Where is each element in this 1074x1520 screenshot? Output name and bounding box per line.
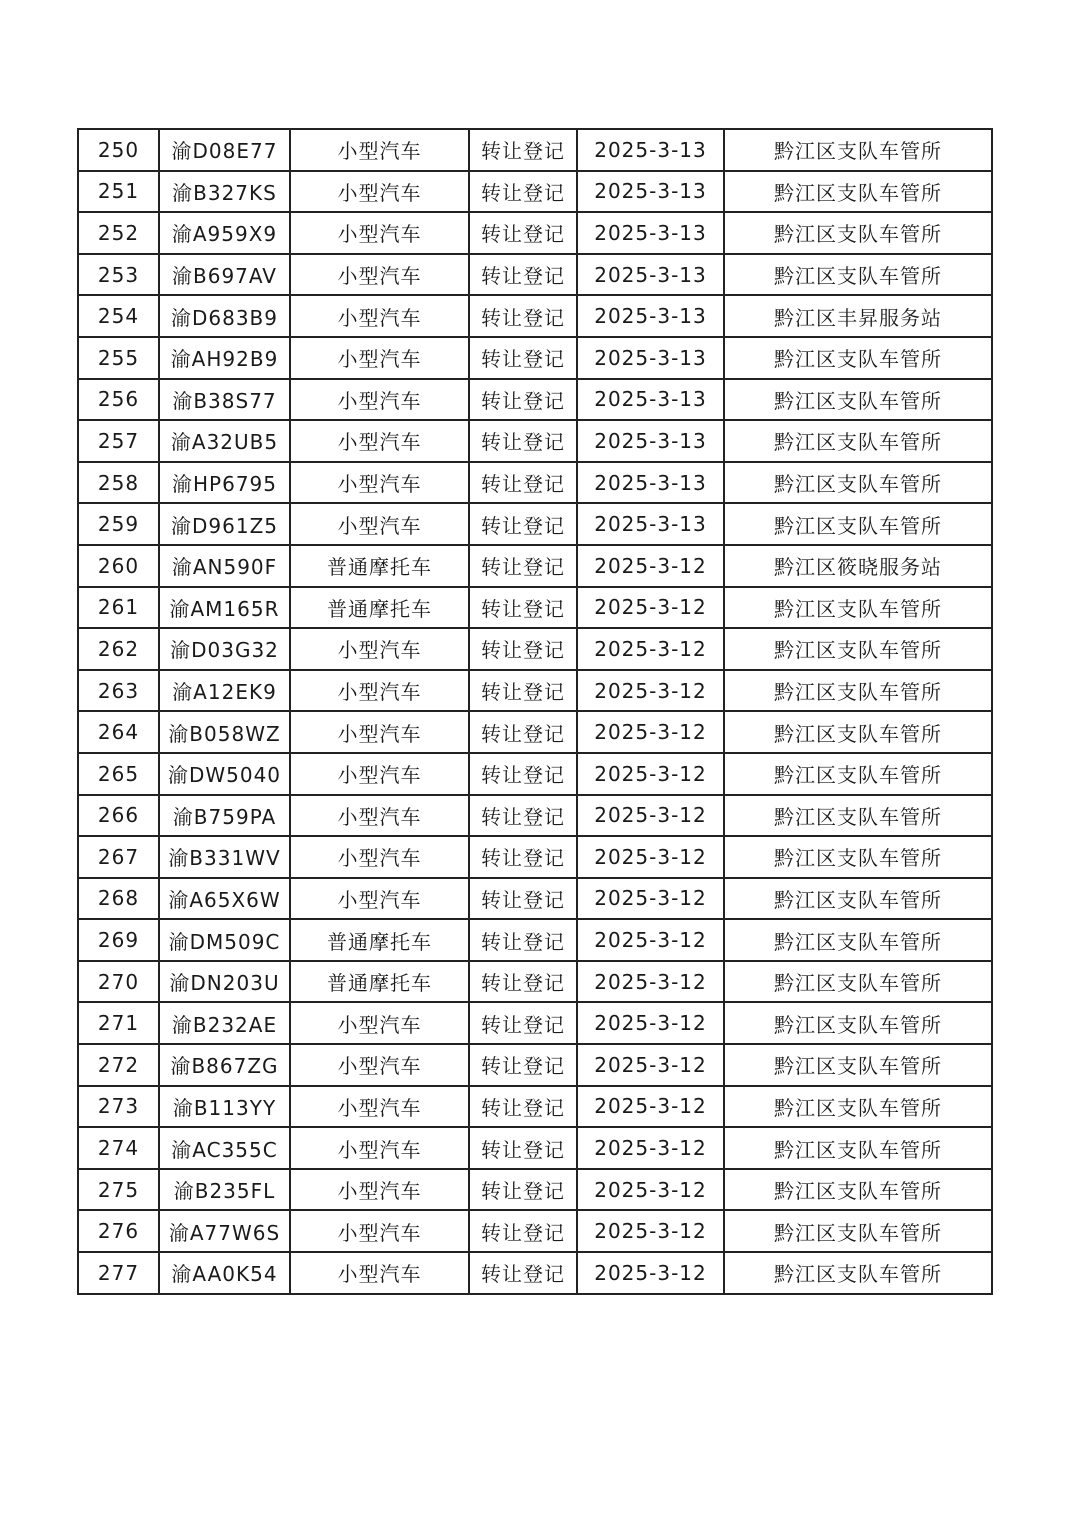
date-cell: 2025-3-13 [577, 503, 724, 545]
record-number-cell: 267 [78, 836, 159, 878]
date-cell: 2025-3-12 [577, 1252, 724, 1294]
office-cell: 黔江区筱晓服务站 [724, 545, 992, 587]
vehicle-transfer-table [77, 128, 993, 1295]
table-row [78, 670, 992, 712]
plate-number-cell: 渝AN590F [159, 545, 290, 587]
business-type-cell: 转让登记 [469, 129, 577, 171]
office-cell: 黔江区支队车管所 [724, 711, 992, 753]
business-type-cell: 转让登记 [469, 171, 577, 213]
business-type-cell: 转让登记 [469, 1002, 577, 1044]
vehicle-type-cell: 普通摩托车 [290, 961, 469, 1003]
office-cell: 黔江区支队车管所 [724, 919, 992, 961]
date-cell: 2025-3-13 [577, 462, 724, 504]
vehicle-type-cell: 小型汽车 [290, 212, 469, 254]
table-row [78, 961, 992, 1003]
record-number-cell: 261 [78, 587, 159, 629]
date-cell: 2025-3-12 [577, 878, 724, 920]
table-row [78, 295, 992, 337]
plate-number-cell: 渝DM509C [159, 919, 290, 961]
plate-number-cell: 渝B867ZG [159, 1044, 290, 1086]
date-cell: 2025-3-12 [577, 753, 724, 795]
date-cell: 2025-3-12 [577, 1086, 724, 1128]
plate-number-cell: 渝HP6795 [159, 462, 290, 504]
record-number-cell: 262 [78, 628, 159, 670]
vehicle-type-cell: 小型汽车 [290, 129, 469, 171]
date-cell: 2025-3-12 [577, 961, 724, 1003]
business-type-cell: 转让登记 [469, 753, 577, 795]
business-type-cell: 转让登记 [469, 670, 577, 712]
vehicle-type-cell: 小型汽车 [290, 379, 469, 421]
plate-number-cell: 渝D03G32 [159, 628, 290, 670]
plate-number-cell: 渝AM165R [159, 587, 290, 629]
office-cell: 黔江区支队车管所 [724, 1086, 992, 1128]
plate-number-cell: 渝DN203U [159, 961, 290, 1003]
record-number-cell: 270 [78, 961, 159, 1003]
plate-number-cell: 渝AA0K54 [159, 1252, 290, 1294]
date-cell: 2025-3-12 [577, 1044, 724, 1086]
vehicle-type-cell: 小型汽车 [290, 1086, 469, 1128]
business-type-cell: 转让登记 [469, 295, 577, 337]
record-number-cell: 253 [78, 254, 159, 296]
date-cell: 2025-3-12 [577, 1210, 724, 1252]
business-type-cell: 转让登记 [469, 420, 577, 462]
table-row [78, 1252, 992, 1294]
business-type-cell: 转让登记 [469, 1252, 577, 1294]
record-number-cell: 257 [78, 420, 159, 462]
plate-number-cell: 渝B759PA [159, 795, 290, 837]
record-number-cell: 250 [78, 129, 159, 171]
table-row [78, 1169, 992, 1211]
vehicle-type-cell: 小型汽车 [290, 420, 469, 462]
business-type-cell: 转让登记 [469, 462, 577, 504]
record-number-cell: 256 [78, 379, 159, 421]
record-number-cell: 251 [78, 171, 159, 213]
business-type-cell: 转让登记 [469, 878, 577, 920]
record-number-cell: 266 [78, 795, 159, 837]
vehicle-type-cell: 小型汽车 [290, 295, 469, 337]
business-type-cell: 转让登记 [469, 1210, 577, 1252]
vehicle-type-cell: 小型汽车 [290, 1252, 469, 1294]
record-number-cell: 268 [78, 878, 159, 920]
table-row [78, 462, 992, 504]
business-type-cell: 转让登记 [469, 1127, 577, 1169]
vehicle-type-cell: 小型汽车 [290, 1210, 469, 1252]
vehicle-type-cell: 普通摩托车 [290, 587, 469, 629]
office-cell: 黔江区丰昇服务站 [724, 295, 992, 337]
plate-number-cell: 渝A65X6W [159, 878, 290, 920]
business-type-cell: 转让登记 [469, 836, 577, 878]
table-row [78, 545, 992, 587]
date-cell: 2025-3-12 [577, 1127, 724, 1169]
table-body [78, 129, 992, 1294]
date-cell: 2025-3-13 [577, 129, 724, 171]
table-row [78, 753, 992, 795]
office-cell: 黔江区支队车管所 [724, 1252, 992, 1294]
plate-number-cell: 渝B113YY [159, 1086, 290, 1128]
table-row [78, 1002, 992, 1044]
business-type-cell: 转让登记 [469, 795, 577, 837]
business-type-cell: 转让登记 [469, 212, 577, 254]
date-cell: 2025-3-12 [577, 670, 724, 712]
office-cell: 黔江区支队车管所 [724, 878, 992, 920]
date-cell: 2025-3-12 [577, 711, 724, 753]
table-row [78, 1044, 992, 1086]
plate-number-cell: 渝D961Z5 [159, 503, 290, 545]
record-number-cell: 252 [78, 212, 159, 254]
office-cell: 黔江区支队车管所 [724, 503, 992, 545]
plate-number-cell: 渝B058WZ [159, 711, 290, 753]
record-number-cell: 273 [78, 1086, 159, 1128]
plate-number-cell: 渝B331WV [159, 836, 290, 878]
vehicle-type-cell: 小型汽车 [290, 836, 469, 878]
office-cell: 黔江区支队车管所 [724, 587, 992, 629]
business-type-cell: 转让登记 [469, 545, 577, 587]
plate-number-cell: 渝D683B9 [159, 295, 290, 337]
date-cell: 2025-3-12 [577, 545, 724, 587]
record-number-cell: 255 [78, 337, 159, 379]
office-cell: 黔江区支队车管所 [724, 1127, 992, 1169]
table-row [78, 878, 992, 920]
office-cell: 黔江区支队车管所 [724, 961, 992, 1003]
date-cell: 2025-3-12 [577, 1002, 724, 1044]
table-row [78, 795, 992, 837]
office-cell: 黔江区支队车管所 [724, 795, 992, 837]
table-row [78, 129, 992, 171]
office-cell: 黔江区支队车管所 [724, 129, 992, 171]
record-number-cell: 271 [78, 1002, 159, 1044]
vehicle-type-cell: 小型汽车 [290, 1127, 469, 1169]
office-cell: 黔江区支队车管所 [724, 212, 992, 254]
table-row [78, 503, 992, 545]
record-number-cell: 258 [78, 462, 159, 504]
date-cell: 2025-3-13 [577, 254, 724, 296]
vehicle-type-cell: 小型汽车 [290, 711, 469, 753]
office-cell: 黔江区支队车管所 [724, 1044, 992, 1086]
date-cell: 2025-3-12 [577, 836, 724, 878]
date-cell: 2025-3-13 [577, 420, 724, 462]
vehicle-type-cell: 小型汽车 [290, 1169, 469, 1211]
plate-number-cell: 渝B327KS [159, 171, 290, 213]
date-cell: 2025-3-13 [577, 212, 724, 254]
plate-number-cell: 渝A959X9 [159, 212, 290, 254]
table-row [78, 337, 992, 379]
plate-number-cell: 渝A12EK9 [159, 670, 290, 712]
plate-number-cell: 渝B697AV [159, 254, 290, 296]
office-cell: 黔江区支队车管所 [724, 1210, 992, 1252]
table-row [78, 711, 992, 753]
date-cell: 2025-3-13 [577, 337, 724, 379]
office-cell: 黔江区支队车管所 [724, 462, 992, 504]
vehicle-type-cell: 小型汽车 [290, 462, 469, 504]
plate-number-cell: 渝D08E77 [159, 129, 290, 171]
vehicle-type-cell: 小型汽车 [290, 503, 469, 545]
vehicle-type-cell: 小型汽车 [290, 878, 469, 920]
table-row [78, 1127, 992, 1169]
plate-number-cell: 渝B38S77 [159, 379, 290, 421]
plate-number-cell: 渝B232AE [159, 1002, 290, 1044]
plate-number-cell: 渝AH92B9 [159, 337, 290, 379]
table-row [78, 1210, 992, 1252]
business-type-cell: 转让登记 [469, 1169, 577, 1211]
business-type-cell: 转让登记 [469, 961, 577, 1003]
office-cell: 黔江区支队车管所 [724, 628, 992, 670]
record-number-cell: 259 [78, 503, 159, 545]
date-cell: 2025-3-12 [577, 1169, 724, 1211]
office-cell: 黔江区支队车管所 [724, 420, 992, 462]
record-number-cell: 275 [78, 1169, 159, 1211]
table-row [78, 379, 992, 421]
vehicle-type-cell: 小型汽车 [290, 254, 469, 296]
business-type-cell: 转让登记 [469, 337, 577, 379]
business-type-cell: 转让登记 [469, 503, 577, 545]
record-number-cell: 254 [78, 295, 159, 337]
business-type-cell: 转让登记 [469, 587, 577, 629]
business-type-cell: 转让登记 [469, 254, 577, 296]
business-type-cell: 转让登记 [469, 711, 577, 753]
record-number-cell: 272 [78, 1044, 159, 1086]
business-type-cell: 转让登记 [469, 628, 577, 670]
vehicle-type-cell: 小型汽车 [290, 795, 469, 837]
office-cell: 黔江区支队车管所 [724, 1169, 992, 1211]
office-cell: 黔江区支队车管所 [724, 753, 992, 795]
date-cell: 2025-3-12 [577, 628, 724, 670]
date-cell: 2025-3-13 [577, 171, 724, 213]
office-cell: 黔江区支队车管所 [724, 379, 992, 421]
office-cell: 黔江区支队车管所 [724, 1002, 992, 1044]
business-type-cell: 转让登记 [469, 1086, 577, 1128]
vehicle-type-cell: 小型汽车 [290, 337, 469, 379]
record-number-cell: 269 [78, 919, 159, 961]
plate-number-cell: 渝DW5040 [159, 753, 290, 795]
table-row [78, 628, 992, 670]
office-cell: 黔江区支队车管所 [724, 836, 992, 878]
record-number-cell: 274 [78, 1127, 159, 1169]
business-type-cell: 转让登记 [469, 379, 577, 421]
office-cell: 黔江区支队车管所 [724, 337, 992, 379]
vehicle-type-cell: 小型汽车 [290, 171, 469, 213]
plate-number-cell: 渝B235FL [159, 1169, 290, 1211]
office-cell: 黔江区支队车管所 [724, 171, 992, 213]
plate-number-cell: 渝A32UB5 [159, 420, 290, 462]
table-row [78, 587, 992, 629]
date-cell: 2025-3-12 [577, 795, 724, 837]
table-row [78, 1086, 992, 1128]
record-number-cell: 265 [78, 753, 159, 795]
business-type-cell: 转让登记 [469, 919, 577, 961]
table-row [78, 212, 992, 254]
record-number-cell: 263 [78, 670, 159, 712]
date-cell: 2025-3-13 [577, 379, 724, 421]
vehicle-type-cell: 普通摩托车 [290, 545, 469, 587]
office-cell: 黔江区支队车管所 [724, 670, 992, 712]
date-cell: 2025-3-12 [577, 919, 724, 961]
record-number-cell: 264 [78, 711, 159, 753]
table-row [78, 171, 992, 213]
date-cell: 2025-3-13 [577, 295, 724, 337]
date-cell: 2025-3-12 [577, 587, 724, 629]
table-row [78, 254, 992, 296]
record-number-cell: 276 [78, 1210, 159, 1252]
vehicle-type-cell: 小型汽车 [290, 753, 469, 795]
vehicle-type-cell: 小型汽车 [290, 670, 469, 712]
plate-number-cell: 渝AC355C [159, 1127, 290, 1169]
table-row [78, 836, 992, 878]
plate-number-cell: 渝A77W6S [159, 1210, 290, 1252]
vehicle-type-cell: 小型汽车 [290, 628, 469, 670]
table-row [78, 919, 992, 961]
business-type-cell: 转让登记 [469, 1044, 577, 1086]
record-number-cell: 260 [78, 545, 159, 587]
office-cell: 黔江区支队车管所 [724, 254, 992, 296]
vehicle-type-cell: 小型汽车 [290, 1044, 469, 1086]
vehicle-type-cell: 普通摩托车 [290, 919, 469, 961]
record-number-cell: 277 [78, 1252, 159, 1294]
vehicle-type-cell: 小型汽车 [290, 1002, 469, 1044]
table-row [78, 420, 992, 462]
